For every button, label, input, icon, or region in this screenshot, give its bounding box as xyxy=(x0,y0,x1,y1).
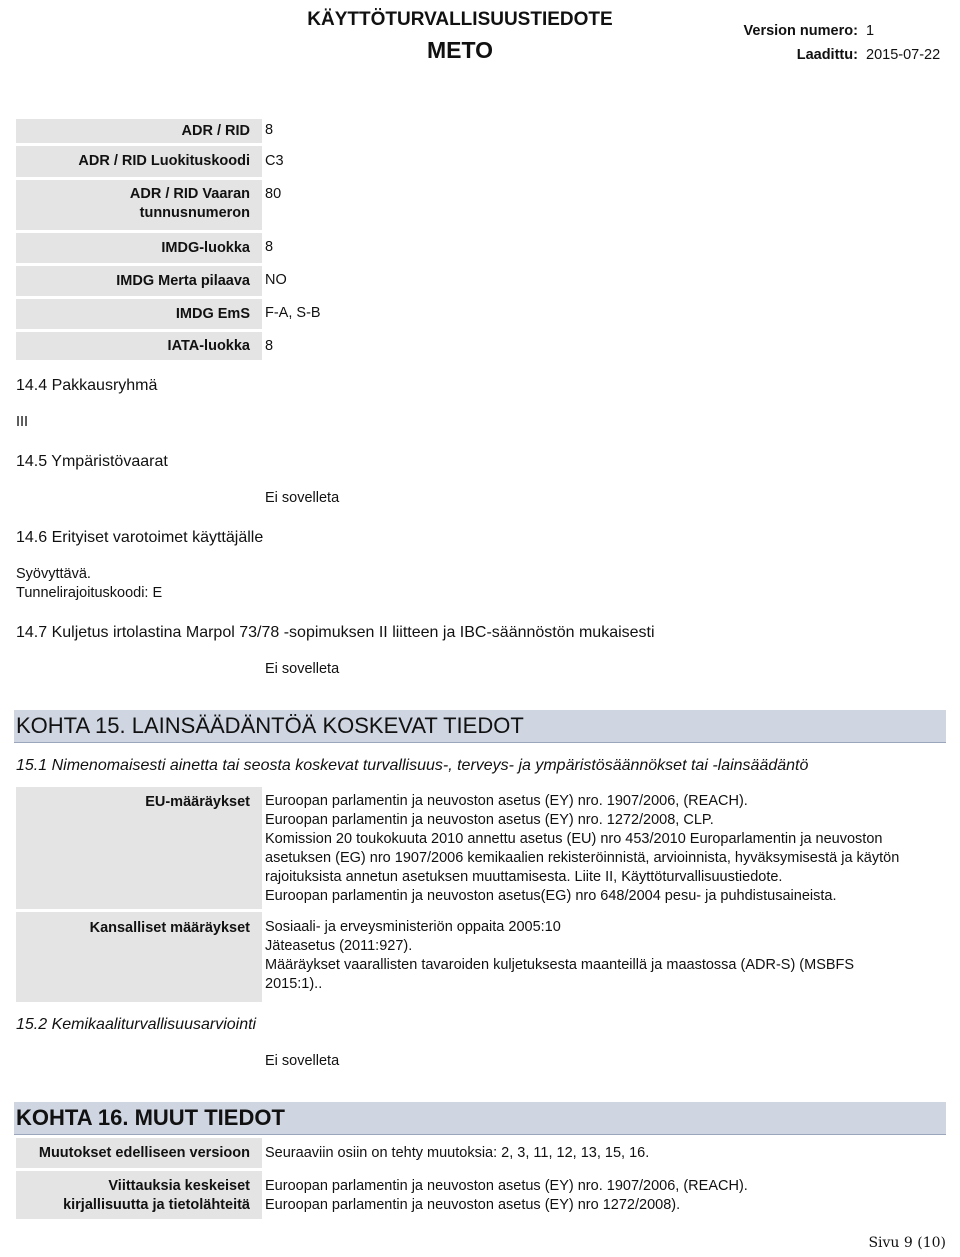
heading-14-6: 14.6 Erityiset varotoimet käyttäjälle xyxy=(16,529,264,546)
page-number: Sivu 9 (10) xyxy=(868,1235,946,1251)
label-adr-rid-hazard-number xyxy=(16,180,262,230)
reference-line: Euroopan parlamentin ja neuvoston asetus (EY) nro. 1907/2006, (REACH). xyxy=(265,1178,748,1194)
value-imdg-class: 8 xyxy=(265,239,274,255)
value-imdg-ems: F-A, S-B xyxy=(265,305,321,321)
label-adr-rid-class-code: ADR / RID Luokituskoodi xyxy=(16,146,262,177)
label-line: kirjallisuutta ja tietolähteitä xyxy=(63,1197,250,1213)
label-references xyxy=(16,1171,262,1219)
heading-14-5: 14.5 Ympäristövaarat xyxy=(16,453,168,470)
label-imdg-class: IMDG-luokka xyxy=(16,233,262,263)
heading-14-4: 14.4 Pakkausryhmä xyxy=(16,377,158,394)
value-14-4: III xyxy=(16,414,29,430)
label-national-regulations: Kansalliset määräykset xyxy=(16,912,262,1002)
heading-15-1: 15.1 Nimenomaisesti ainetta tai seosta koskevat turvallisuus-, terveys- ja ympäristösäännökset tai -lainsäädäntö xyxy=(16,757,809,774)
value-iata-class: 8 xyxy=(265,338,274,354)
label-line: ADR / RID Vaaran xyxy=(129,186,250,202)
label-imdg-marine-pollutant: IMDG Merta pilaava xyxy=(16,266,262,296)
national-regulation-line: Sosiaali- ja erveysministeriön oppaita 2005:10 xyxy=(265,919,561,935)
references-list xyxy=(265,1177,748,1215)
label-changes: Muutokset edelliseen versioon xyxy=(16,1138,262,1168)
label-imdg-ems: IMDG EmS xyxy=(16,299,262,329)
national-regulation-line: 2015:1).. xyxy=(265,976,323,992)
value-14-7: Ei sovelleta xyxy=(265,661,340,677)
eu-regulation-line: rajoituksista annetun asetuksen muuttamisesta. Liite II, Käyttöturvallisuustiedote. xyxy=(265,869,783,885)
heading-15-2: 15.2 Kemikaaliturvallisuusarviointi xyxy=(16,1016,257,1033)
version-label: Version numero: xyxy=(743,23,858,39)
eu-regulation-line: asetuksen (EG) nro 1907/2006 kemikaalien rekisteröinnistä, arvioinnista, hyväksymisestä ja käytön xyxy=(265,850,900,866)
eu-regulation-line: Komission 20 toukokuuta 2010 annettu asetus (EU) nro 453/2010 Europarlamentin ja neuvoston xyxy=(265,831,883,847)
value-adr-rid: 8 xyxy=(265,122,274,138)
national-regulation-line: Jäteasetus (2011:927). xyxy=(265,938,413,954)
eu-regulation-line: Euroopan parlamentin ja neuvoston asetus (EY) nro. 1272/2008, CLP. xyxy=(265,812,714,828)
section-15-title: KOHTA 15. LAINSÄÄDÄNTÖÄ KOSKEVAT TIEDOT xyxy=(16,713,524,738)
national-regulations-list xyxy=(265,918,854,994)
label-adr-rid: ADR / RID xyxy=(16,119,262,143)
heading-14-7: 14.7 Kuljetus irtolastina Marpol 73/78 -sopimuksen II liitteen ja IBC-säännöstön mukaisesti xyxy=(16,624,655,641)
date-label: Laadittu: xyxy=(796,47,858,63)
label-line: tunnusnumeron xyxy=(139,205,250,221)
value-adr-rid-hazard-number: 80 xyxy=(265,186,282,202)
value-changes: Seuraaviin osiin on tehty muutoksia: 2, 3, 11, 12, 13, 15, 16. xyxy=(265,1145,650,1161)
reference-line: Euroopan parlamentin ja neuvoston asetus (EY) nro 1272/2008). xyxy=(265,1197,681,1213)
section-16-bar xyxy=(14,1102,946,1135)
version-value: 1 xyxy=(866,23,875,39)
label-iata-class: IATA-luokka xyxy=(16,332,262,360)
label-line: Viittauksia keskeiset xyxy=(108,1178,250,1194)
eu-regulation-line: Euroopan parlamentin ja neuvoston asetus(EG) nro 648/2004 pesu- ja puhdistusaineista. xyxy=(265,888,837,904)
text-14-6-line1: Syövyttävä. xyxy=(16,566,91,582)
version-line xyxy=(744,23,946,39)
eu-regulations-list xyxy=(265,792,899,906)
text-14-6-line2: Tunnelirajoituskoodi: E xyxy=(16,585,163,601)
section-15-bar xyxy=(14,710,946,743)
document-title: KÄYTTÖTURVALLISUUSTIEDOTE xyxy=(307,9,613,30)
product-name: METO xyxy=(426,37,494,63)
date-line xyxy=(797,47,946,63)
date-value: 2015-07-22 xyxy=(866,47,941,63)
value-15-2: Ei sovelleta xyxy=(265,1053,340,1069)
section-16-title: KOHTA 16. MUUT TIEDOT xyxy=(16,1105,285,1130)
value-imdg-marine-pollutant: NO xyxy=(265,272,287,288)
value-adr-rid-class-code: C3 xyxy=(265,153,284,169)
value-14-5: Ei sovelleta xyxy=(265,490,340,506)
eu-regulation-line: Euroopan parlamentin ja neuvoston asetus (EY) nro. 1907/2006, (REACH). xyxy=(265,793,748,809)
label-eu-regulations: EU-määräykset xyxy=(16,787,262,909)
national-regulation-line: Määräykset vaarallisten tavaroiden kuljetuksesta maanteillä ja maastossa (ADR-S) (MSBFS xyxy=(265,957,855,973)
